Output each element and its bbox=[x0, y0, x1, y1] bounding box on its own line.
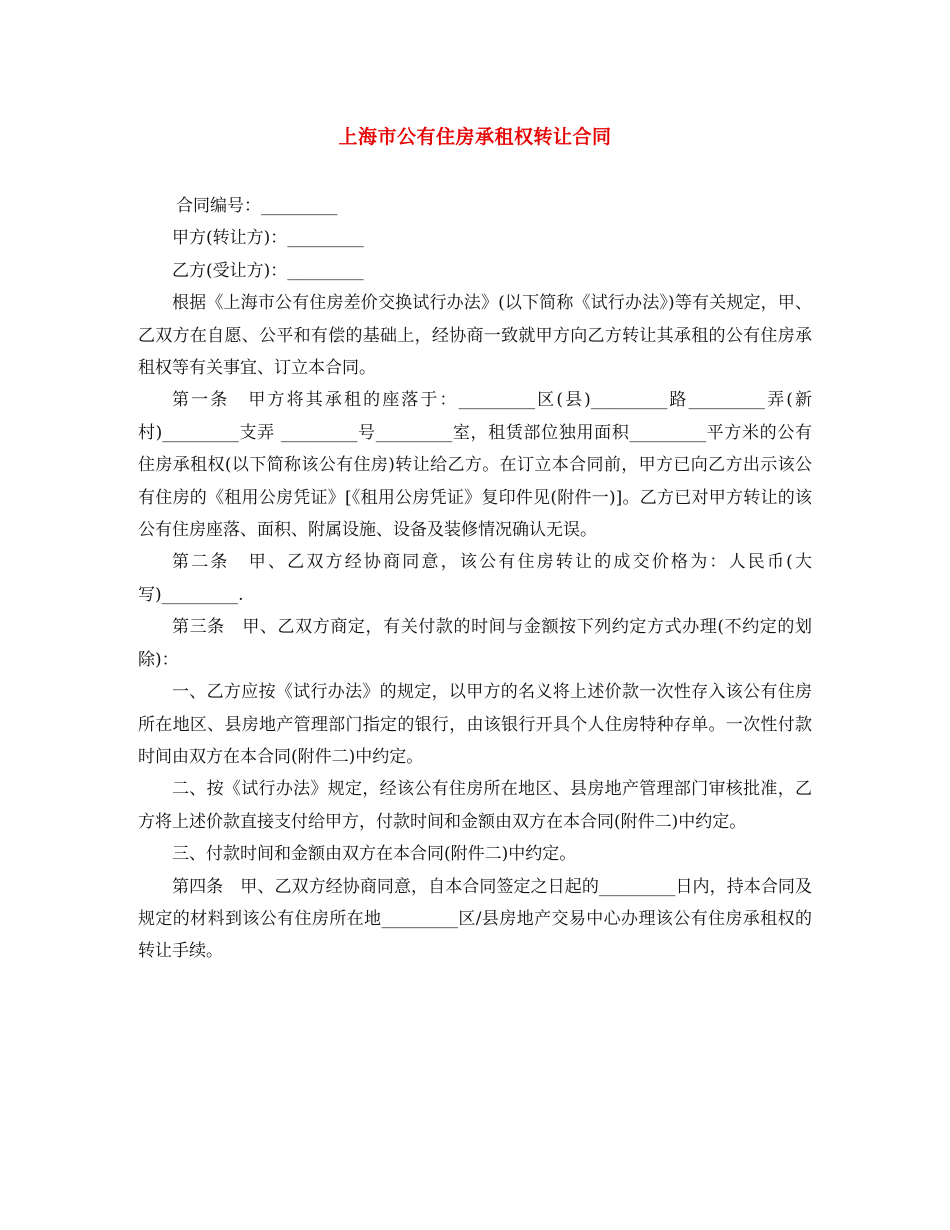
article-1-paragraph: 第一条 甲方将其承租的座落于：_________区(县)_________路_________弄(新村)_________支弄 _________号_________室，租赁部位独用面积_________平方米的公有住房承租权(以下简称该公有住房)转让给乙方。在订立本合同前，甲方已向乙方出示该公有住房的《租用公房凭证》[《租用公房凭证》复印件见(附件一)]。乙方已对甲方转让的该公有住房座落、面积、附属设施、设备及装修情况确认无误。 bbox=[138, 390, 812, 541]
page-title: 上海市公有住房承租权转让合同 bbox=[338, 126, 612, 148]
article-3-clause-1: 一、乙方应按《试行办法》的规定，以甲方的名义将上述价款一次性存入该公有住房所在地区、县房地产管理部门指定的银行，由该银行开具个人住房特种存单。一次性付款时间由双方在本合同(附件二)中约定。 bbox=[138, 682, 812, 767]
contract-body bbox=[138, 190, 812, 968]
party-b-line: 乙方(受让方)：_________ bbox=[172, 260, 364, 281]
article-3-clause-3: 三、付款时间和金额由双方在本合同(附件二)中约定。 bbox=[172, 844, 577, 865]
contract-number-line: 合同编号：_________ bbox=[176, 196, 338, 216]
preamble-paragraph: 根据《上海市公有住房差价交换试行办法》(以下简称《试行办法》)等有关规定，甲、乙双方在自愿、公平和有偿的基础上，经协商一致就甲方向乙方转让其承租的公有住房承租权等有关事宜、订立本合同。 bbox=[138, 293, 812, 379]
article-2-paragraph: 第二条 甲、乙双方经协商同意，该公有住房转让的成交价格为：人民币(大写)_________. bbox=[138, 552, 812, 605]
article-3-clause-2: 二、按《试行办法》规定，经该公有住房所在地区、县房地产管理部门审核批准，乙方将上述价款直接支付给甲方，付款时间和金额由双方在本合同(附件二)中约定。 bbox=[138, 779, 812, 832]
article-4-paragraph: 第四条 甲、乙双方经协商同意，自本合同签定之日起的_________日内，持本合同及规定的材料到该公有住房所在地_________区/县房地产交易中心办理该公有住房承租权的转让手续。 bbox=[138, 876, 812, 962]
party-a-line: 甲方(转让方)：_________ bbox=[172, 228, 364, 249]
article-3-paragraph: 第三条 甲、乙双方商定，有关付款的时间与金额按下列约定方式办理(不约定的划除)： bbox=[138, 617, 812, 670]
